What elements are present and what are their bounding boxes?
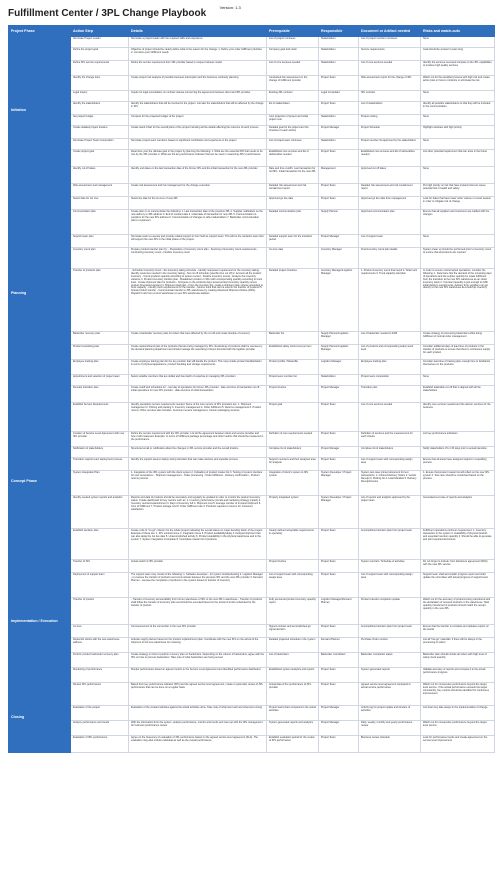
table-cell[interactable]: Activate supply planner based on the product replenishment plan. Coordinate with the new 3PL on the arrival of the shipment to the new warehouse for receiving — [129, 638, 267, 653]
table-cell[interactable]: Project Manager — [319, 386, 359, 403]
table-cell[interactable]: Complete list of stakeholders — [267, 447, 319, 458]
table-cell[interactable]: Create project goal — [71, 150, 129, 167]
table-cell[interactable]: Create Gantt Chart for the overall plans of the project including all the details affecting the outcome of each process — [129, 126, 267, 139]
table-cell[interactable]: Goal should be at least 3 years long — [421, 48, 495, 61]
table-cell[interactable]: Go Live — [71, 625, 129, 638]
table-cell[interactable]: Monitor performance based on agreed metrics in the Service Level Agreement and identified performance dashboard — [129, 668, 267, 683]
table-cell[interactable]: Backorder completion status — [359, 653, 421, 668]
table-cell[interactable]: Stakeholders — [319, 61, 359, 76]
table-row — [9, 706, 495, 721]
table-cell[interactable]: Transition support team deployment process — [71, 458, 129, 471]
table-cell[interactable]: Accomplished decision plan from project team — [359, 529, 421, 560]
table-cell[interactable]: Project timeline — [267, 560, 319, 573]
table-cell[interactable]: Legal Consultant — [319, 91, 359, 102]
table-cell[interactable]: Supply Planner/Logistics Manager — [319, 332, 359, 345]
table-cell[interactable]: Nominate project team members based on significant contribution and experience in the project — [129, 139, 267, 150]
table-cell[interactable]: Develop transition plan — [71, 386, 129, 403]
table-cell[interactable]: Daily, weekly, monthly and yearly performance review — [359, 721, 421, 736]
table-cell[interactable]: Validate accuracy of reports and compare it to the actual performance progress — [421, 668, 495, 683]
table-cell[interactable]: Ensure that all areas have assigned support in expediting process — [421, 458, 495, 471]
table-cell[interactable]: List of project nominees — [267, 37, 319, 48]
table-cell[interactable]: Actual switch of 3PL provider — [129, 560, 267, 573]
column-header[interactable]: Document or Artifact needed — [359, 26, 421, 37]
table-cell[interactable]: Do not forget to include: from disclosure agreement (NDA) with the new 3PL service — [421, 560, 495, 573]
table-cell[interactable]: Establish decision plan — [71, 529, 129, 560]
table-cell[interactable]: Analyze performance and trends — [71, 721, 129, 736]
phase-cell[interactable]: Closing — [9, 683, 71, 753]
table-cell[interactable]: Select the date for the Go Live of new 3PL — [129, 197, 267, 210]
table-cell[interactable]: List of project member nominees — [359, 37, 421, 48]
table-cell[interactable]: Detailed goal for the project and the timelines of each activity — [267, 126, 319, 139]
table-row — [9, 403, 495, 432]
table-cell[interactable]: List of reports and analytics approved by the project team — [359, 496, 421, 529]
table-row — [9, 115, 495, 126]
table-row — [9, 573, 495, 598]
table-cell[interactable]: List of backorder needed to fulfill — [359, 332, 421, 345]
table-cell[interactable]: Consider lead time of training plan enough time to familiarize themselves on the products — [421, 360, 495, 375]
table-cell[interactable]: System Developer / Project Manager — [319, 471, 359, 496]
table-cell[interactable]: The support team may consist of the following: 1. Software developer - for system troubleshooting 2. Logistics Manager - to oversee the transfer of products and communicate between the previous 3PL and the new 3PL provider 3. Demand Planner - oversee the completion of products in the system based on transfer of inventory — [129, 573, 267, 598]
table-cell[interactable]: List of core services needed — [359, 403, 421, 432]
table-cell[interactable]: Project Gantt chart compared to the actual activities — [267, 706, 319, 721]
table-cell[interactable]: Support members and their assigned area for analysis — [267, 458, 319, 471]
table-cell[interactable]: Support team shall accomplish progress report and shall update the committee with actual progress of support team — [421, 573, 495, 598]
table-cell[interactable]: Backorder recovery plan — [71, 332, 129, 345]
table-cell[interactable]: Project Team — [319, 458, 359, 471]
table-cell[interactable]: Transfer of 3PL — [71, 560, 129, 573]
table-cell[interactable]: list of stakeholders — [267, 102, 319, 115]
table-cell[interactable]: Project Team — [319, 184, 359, 197]
table-cell[interactable]: Existing 3PL contract — [267, 91, 319, 102]
table-cell[interactable]: Create project risk analysis of possible business interruption and the business continuity planning — [129, 76, 267, 91]
table-cell[interactable]: Project Team — [319, 102, 359, 115]
table-cell[interactable]: Established safety stock level per item — [267, 345, 319, 360]
table-cell[interactable]: Create replenishment plan of the products that are being managed by 3PL. Restocking of products shall be oversee by the demand planning department and should manage the restocking of items bounded with the logistics provider — [129, 345, 267, 360]
table-cell[interactable]: Date and time cutoffs: Last transaction for old 3PL; Initial transaction for the new 3PL — [267, 167, 319, 184]
table-cell[interactable]: Stakeholders — [319, 115, 359, 126]
version-label: Version: 1.3 — [219, 5, 241, 10]
table-cell[interactable]: Employee training plan — [71, 360, 129, 375]
phase-cell[interactable]: Concept Phase — [9, 403, 71, 560]
table-cell[interactable]: Established core services and list of deliverables needed — [267, 150, 319, 167]
table-cell[interactable]: Project Team — [319, 573, 359, 598]
table-cell[interactable]: List of core services needed — [359, 61, 421, 76]
table-cell[interactable]: Risk assessment report for the change of 3PL — [359, 76, 421, 91]
table-cell[interactable]: Identify all possible stakeholders so that they will be included in the communication — [421, 102, 495, 115]
table-cell[interactable]: Evaluation of the project — [71, 706, 129, 721]
table-cell[interactable]: Product restocking plan — [71, 345, 129, 360]
table-row — [9, 721, 495, 736]
table-row — [9, 598, 495, 625]
table-cell[interactable]: Communication plan — [71, 210, 129, 235]
table-cell[interactable]: Identify core services needed and the add-on services for the business — [421, 403, 495, 432]
table-row — [9, 529, 495, 560]
table-row — [9, 471, 495, 496]
table-cell[interactable]: Fully accounted product inventory quantity report — [267, 598, 319, 625]
table-cell[interactable]: System test case printed document for test transactions: 1. Inbound Delivery Notice 2. Goods Receipt 3. Picking list 4. Load Manifest 5. Delivery Receipt/Invoice — [359, 471, 421, 496]
table-cell[interactable]: Detailed risk assessment and risk containment report — [359, 184, 421, 197]
column-header[interactable]: Risks and watch-outs — [421, 26, 495, 37]
table-cell[interactable]: Approved communication plan — [359, 210, 421, 235]
table-cell[interactable]: Stakeholders — [319, 139, 359, 150]
table-cell[interactable]: Transfer of product — [71, 598, 129, 625]
table-cell[interactable]: Watch out for consecutive performance beyond the target level service. If the actual performance exceeds the target consistently, Key metrics should be identified for continuous improvement — [421, 683, 495, 706]
table-cell[interactable]: Identify needed system reports and analytics — [71, 496, 129, 529]
table-cell[interactable]: Nominate Project Team Composition — [71, 139, 129, 150]
table-cell[interactable]: Compute for the projected budget of the project — [129, 115, 267, 126]
table-cell[interactable]: Project Team — [319, 76, 359, 91]
table-row — [9, 235, 495, 248]
table-row — [9, 458, 495, 471]
table-cell[interactable]: 1. Ensure that product master list will reflect on the new 3PL system 2. Test case should be conducted based on the process — [421, 471, 495, 496]
table-cell[interactable]: Management — [319, 167, 359, 184]
table-cell[interactable]: Detailed projected schedule in the system — [267, 638, 319, 653]
table-row — [9, 386, 495, 403]
table-cell[interactable]: Project goal — [267, 403, 319, 432]
table-cell[interactable]: Project Team — [319, 403, 359, 432]
table-row — [9, 496, 495, 529]
table-cell[interactable]: Backorder coordinator — [319, 653, 359, 668]
table-cell[interactable]: Identify the stakeholders that will be involved in the project. List also the stakeholders that will be affected by the change in 3PL — [129, 102, 267, 115]
table-cell[interactable]: Identify the change risks — [71, 76, 129, 91]
table-cell[interactable]: Transition plan — [359, 386, 421, 403]
table-cell[interactable]: Create strategy on how to perform recovery plan on backorders. Depending on the volume of backorders, agree with the 3PL on how to process backorders. Take note of what backorders are being served — [129, 653, 267, 668]
table-cell[interactable]: Accomplished decision plan from project team — [359, 625, 421, 638]
table-cell[interactable]: Project Team — [319, 197, 359, 210]
table-cell[interactable]: Company goal and vision — [267, 48, 319, 61]
table-cell[interactable]: Structured email or notification about the changes in 3PL service provider and the overall timeline — [129, 447, 267, 458]
table-cell[interactable]: Detailed communication plan — [267, 210, 319, 235]
table-cell[interactable]: Objective of project should be clearly define what is the reason for the change: 1. Define your order fulfillment priorities 2. List down your fulfillment needs — [129, 48, 267, 61]
table-cell[interactable]: None — [421, 115, 495, 126]
table-cell[interactable]: Inquire for legal consultation on contract release concerning the agreement between client and 3PL provider — [129, 91, 267, 102]
table-cell[interactable]: None — [421, 167, 495, 184]
table-cell[interactable]: Approved go live date — [267, 197, 319, 210]
table-cell[interactable]: Detailed project timelines — [267, 269, 319, 332]
table-cell[interactable]: List of products and corresponding safety stock level — [359, 345, 421, 360]
table-cell[interactable]: Monitoring of performance — [71, 668, 129, 683]
table-cell[interactable]: - Transfer of inventory accountability from former warehouse of 3PL to the new 3PL's warehouse - Transfer of products shall follow the transfer of inventory plan and should be executed based on the arrival of trucks scheduled for the transfer of product — [129, 598, 267, 625]
table-cell[interactable]: Perform product backorder recovery plan — [71, 653, 129, 668]
table-cell[interactable]: Set project budget — [71, 115, 129, 126]
table-row — [9, 683, 495, 706]
table-cell[interactable]: None — [421, 375, 495, 386]
table-cell[interactable]: List of support team — [359, 235, 421, 248]
table-row — [9, 139, 495, 150]
table-row — [9, 184, 495, 197]
table-cell[interactable]: 3PL contract — [359, 91, 421, 102]
table-cell[interactable]: Agree on the frequency of evaluation of 3PL performance based on the agreed service level agreement (SLA). The evaluation may also include individual as well as the overall performance — [129, 736, 267, 753]
table-cell[interactable]: Service requirements — [359, 48, 421, 61]
table-cell[interactable]: Clearly defined acceptable requirements in operating — [267, 529, 319, 560]
table-row — [9, 167, 495, 184]
table-cell[interactable]: Approved go live date from management — [359, 197, 421, 210]
table-cell[interactable]: Inventory Manager/Logistics Manager — [319, 269, 359, 332]
table-row — [9, 375, 495, 386]
table-cell[interactable]: Highlight activities with high priority — [421, 126, 495, 139]
table-cell[interactable]: Create risk assessment and risk management for the change execution. — [129, 184, 267, 197]
table-row — [9, 61, 495, 76]
table-cell[interactable]: Create a list of "no-go" criterion for the whole project indicating the overall status on major deciding factor of the project. Example of these are: 1. 3PL contract issue 2. Integration issue 3. Product availability/delay 4. Delayed shipment that can also delay the Go live date 5. Unaccomplished activity 6. Product availability in the physical warehouse and in the system 7. System integration incomplete 8. Incomplete master list of products — [129, 529, 267, 560]
table-cell[interactable]: Logistics Manager/Demand Planner — [319, 598, 359, 625]
table-cell[interactable]: Project Team — [319, 432, 359, 447]
table-cell[interactable]: Supply Planner — [319, 210, 359, 235]
table-cell[interactable]: Backorder list — [267, 332, 319, 345]
table-cell[interactable]: Project Team — [319, 529, 359, 560]
table-cell[interactable]: Project team member list — [267, 375, 319, 386]
table-cell[interactable]: Demand Planner — [319, 638, 359, 653]
table-row — [9, 332, 495, 345]
table-row — [9, 653, 495, 668]
table-cell[interactable]: Establish attainable cut off that is aligned with all the stakeholders — [421, 386, 495, 403]
table-cell[interactable]: Define the service requirement with the 3PL provider. List all the agreement between client and service provider and how it will measured. Example: In terms of fulfillment package percentage and other metrics that should be measured in the performance — [129, 432, 267, 447]
table-row — [9, 638, 495, 653]
table-cell[interactable]: Review 3PL performance — [71, 683, 129, 706]
table-row — [9, 269, 495, 332]
table-cell[interactable]: Complete list of stakeholders — [359, 447, 421, 458]
table-cell[interactable]: Based from key performance indicator (KPI) and the agreed service level agreement, create a systematic review of 3PL performance that can be done on a regular basis — [129, 683, 267, 706]
table-row — [9, 345, 495, 360]
table-cell[interactable]: Prepare product transfer plan by: - Preparation of inventory count plan - Sourcing of inventory count requirements - Conducting inventory count - Finalize inventory count — [129, 248, 267, 269]
table-row — [9, 102, 495, 115]
table-cell[interactable]: Create strategy of processing backorders while doing fulfillment of normal order management — [421, 332, 495, 345]
table-cell[interactable]: System Developer / Project Manager — [319, 496, 359, 529]
table-cell[interactable]: 1. Product inventory count final result 2. Total truck requirements 3. Truck capacity load plan — [359, 269, 421, 332]
table-cell[interactable]: Establish Service Requirements — [71, 403, 129, 432]
column-header[interactable]: Project Phase — [9, 26, 71, 37]
table-cell[interactable]: Project Schedule — [359, 126, 421, 139]
column-header[interactable]: Prerequisite — [267, 26, 319, 37]
table-header-row — [9, 26, 495, 37]
table-cell[interactable]: System Integration Plan — [71, 471, 129, 496]
table-cell[interactable]: System clean up should be performed prior to inventory count to ensure that all products are counted — [421, 248, 495, 269]
table-cell[interactable]: In order to ensure uninterrupted operations, consider the following: 1. Determine first the demand of the remaining days of operations and the surplus quantity be made fulfillment from the transition at the new 3PL warehouse as an initial inventory stock 2. If product quantity is just enough to fulfill initial delivery requirements, delivery from suppliers can go directly to the new 3PL warehouse as a build up inventory — [421, 269, 495, 332]
table-cell[interactable]: Stakeholders — [319, 48, 359, 61]
table-cell[interactable]: Activity log for project update and timeline of activities — [359, 706, 421, 721]
table-cell[interactable]: Integration of client's system to 3PL system — [267, 471, 319, 496]
table-cell[interactable]: Signed contract and accomplished go signal decision — [267, 625, 319, 638]
table-cell[interactable]: Ensure that the transfer is complete and updates reports on the stocks — [421, 625, 495, 638]
table-row — [9, 447, 495, 458]
table-cell[interactable]: Cost projection of project and initial project cost — [267, 115, 319, 126]
sheet-header — [0, 0, 500, 25]
table-cell[interactable]: Notify stakeholders 15 or 30 days prior to actual transition — [421, 447, 495, 458]
table-cell[interactable]: Create cutoff and schedules for: - last day of operations for former 3PL provider - date and time of transaction cut off - initial operations for new 3PL provider - date and time of initial transactions — [129, 386, 267, 403]
table-cell[interactable]: Go Live date — [267, 248, 319, 269]
table-cell[interactable]: Identify operations service requirements needed. Some of the core service of 3PL providers are: 1. Shipment management 2. Picking and packing 3. Inventory management 4. Order fulfillment 5. Returns management 6. Product returns; Other services also includes: Customer service management, Custom packaging services — [129, 403, 267, 432]
table-cell[interactable]: Project Team — [319, 668, 359, 683]
phase-cell[interactable]: Initiation — [9, 37, 71, 184]
table-row — [9, 91, 495, 102]
table-cell[interactable]: Project Team — [319, 150, 359, 167]
table-cell[interactable]: Actual data of the performance of 3PL provider — [267, 683, 319, 706]
phase-cell[interactable]: Planning — [9, 184, 71, 403]
table-cell[interactable]: Stakeholders — [319, 375, 359, 386]
table-cell[interactable]: Select suitable members that are skilled and has depth of expertise in managing 3PL providers — [129, 375, 267, 386]
table-cell[interactable]: List of core services needed — [267, 61, 319, 76]
table-row — [9, 48, 495, 61]
table-cell[interactable]: - Schedule Inventory Count - Set inventory taking schedule - Identify manpower requirement for the inventory taking - Identify resources needed in the inventory taking - Set cut off schedule (specific time cut off) 2. Account all the product inventory - Count products quantity according to system record - Finalize inventory record - Analyze the inventory variance 3. Product inventory transfer plan - Breakdown product or SKU with corresponding quantity according to truck load - Create shipment plan for products - Compute on the products days-to-last product inventory quantity versus product forecasted demand 4. Shipment load plan - From the inventory list, create a shipment plan volume according to truck capacity - Identify truck requirements for the transfer - Source truck that can be used in the transfer of products 5. Actual product transfer - Communicate transfer to 3PL warehouse by creating Advanced Shipment Notice (ASN) - Dispatch truck from current warehouse to new 3PL warehouse address — [129, 269, 267, 332]
table-cell[interactable]: Definition of core requirements needed — [267, 432, 319, 447]
table-cell[interactable]: None — [421, 235, 495, 248]
table-cell[interactable]: Product profile / Masterfile — [267, 360, 319, 375]
table-cell[interactable]: Watch out for the accuracy of products being transferred and the declaration of received products in the warehouse. Total quantity transferred of products should match the receipt quantity in the new 3PL — [421, 598, 495, 625]
table-cell[interactable]: Identify the services need and compare to the 3PL capabilities to produce high quality services — [421, 61, 495, 76]
table-cell[interactable]: Create plan on to communicate the following: 1. Last transaction date of the previous 3PL 2. Supplier notification on the new delivery to 3PL address 3. End of contract date 4. Initial date of transaction for new 3PL 5. Communication to suppliers for the new 3PL address 6. Communication of changes to other stakeholders 7. Backorder communication plan to customers — [129, 210, 267, 235]
table-cell[interactable]: System contract / Schedule of activities — [359, 560, 421, 573]
table-cell[interactable]: Project Manager — [319, 235, 359, 248]
table-row — [9, 210, 495, 235]
table-cell[interactable]: Determine your the ultimate goal in the project by planning the following: 1. What are the essential KPI that needs to be met by the 3PL provider 2. What are the key performance indicator that can be used in measuring 3PL's performance — [129, 150, 267, 167]
table-cell[interactable]: Nominate a project leader with the required skills and experience — [129, 37, 267, 48]
table-cell[interactable]: Backorder plan should include all orders with high level of safety stock quantity — [421, 653, 495, 668]
table-cell[interactable]: List of backorders — [267, 653, 319, 668]
table-cell[interactable]: Identify cut off dates — [71, 167, 129, 184]
table-cell[interactable]: Evaluation of 3PL performance — [71, 736, 129, 753]
table-cell[interactable]: Reports and data of products should be accurately and regularly be updated in order to monitor the product inventory status. Create dashboard for key metrics such as: 1. Inventory performance (trends and marketing strategy impact) 2. Inventory reorder/replenishment 3. Days of inventory left 4. Shipment cost 5. Average number of in-transit shipment 6. Cost of fulfillment 7. Product storage cost 8. Order fulfillment rate 9. Products rejected or returns 10. Customer satisfaction — [129, 496, 267, 529]
table-cell[interactable]: Product transfer completion update — [359, 598, 421, 625]
table-cell[interactable]: Risk assessment and management — [71, 184, 129, 197]
table-cell[interactable]: Look for dates that have lower order volume or a lean season in order to mitigate risk of change — [421, 197, 495, 210]
table-cell[interactable]: Consider additional days of lead time of products in the transfer of products to ensure that there is continuous supply for each product — [421, 345, 495, 360]
table-cell[interactable]: Select date for Go Live — [71, 197, 129, 210]
table-cell[interactable]: List of support team with corresponding assign area — [267, 573, 319, 598]
table-cell[interactable]: Established core services and list of deliverables needed — [359, 150, 421, 167]
table-cell[interactable]: Identify the support area to deploy during transition that can make decisive and expedite process — [129, 458, 267, 471]
table-cell[interactable]: List key performance indicators — [421, 432, 495, 447]
table-cell[interactable]: Nominate team to execute and provide related support in from field as support team. This will be the transition team that will support the new 3PL in the initial phase of the project. — [129, 235, 267, 248]
table-cell[interactable]: Fulfillment operations minimum requirement: 1. Inventory transaction in the system 2. Availability of physical product and essential inventory quantity 3. Should be able to generate and print required documents — [421, 529, 495, 560]
table-cell[interactable]: Logistics Manager — [319, 360, 359, 375]
column-header[interactable]: Action Step — [71, 26, 129, 37]
table-cell[interactable]: Appointment and selection of project team — [71, 375, 129, 386]
table-cell[interactable]: Approved cut off dates — [359, 167, 421, 184]
table-cell[interactable]: None — [421, 139, 495, 150]
table-row — [9, 248, 495, 269]
table-cell[interactable]: Project Team — [319, 625, 359, 638]
table-cell[interactable]: Watch out for the identified process with high risk and create action plan on how to minimize or eliminate the risk — [421, 76, 495, 91]
table-cell[interactable]: Business review schedule — [359, 736, 421, 753]
table-cell[interactable]: Put high priority on risk that have impacts that can cause potential risk in health and safety — [421, 184, 495, 197]
table-cell[interactable]: Replenish stocks with the new warehouse address — [71, 638, 129, 653]
table-row — [9, 736, 495, 753]
table-cell[interactable]: Project Team — [319, 560, 359, 573]
table-cell[interactable]: System generated reports and analytics — [267, 721, 319, 736]
table-cell[interactable]: Define the service requirement from 3PL provider based in unique business model — [129, 61, 267, 76]
table-row — [9, 625, 495, 638]
table-cell[interactable]: Inventory Manager — [319, 248, 359, 269]
table-cell[interactable]: Purchase Order number — [359, 638, 421, 653]
table-cell[interactable]: Create detailed project timeline — [71, 126, 129, 139]
table-cell[interactable]: Definition of services and the measurement for each criteria — [359, 432, 421, 447]
table-cell[interactable]: List other potential requirement that can arise in the future — [421, 150, 495, 167]
table-cell[interactable]: Transfer of products plan — [71, 269, 129, 332]
table-cell[interactable]: Define the project goal — [71, 48, 129, 61]
table-cell[interactable]: Final inventory count plan details — [359, 248, 421, 269]
table-cell[interactable]: Commencement of the connection in the new 3PL provider — [129, 625, 267, 638]
table-cell[interactable]: Employee training plan — [359, 360, 421, 375]
table-cell[interactable]: Creation of Service Level Agreement with new 3PL provider — [71, 432, 129, 447]
table-row — [9, 126, 495, 139]
table-row — [9, 197, 495, 210]
table-row — [9, 560, 495, 573]
table-cell[interactable]: Project Manager — [319, 706, 359, 721]
table-cell[interactable]: None — [421, 37, 495, 48]
table-cell[interactable]: Watch out for consecutive performance beyond the target level service — [421, 721, 495, 736]
table-cell[interactable]: Project member list approved by the stakeholders — [359, 139, 421, 150]
table-cell[interactable]: List of support team with corresponding assign area — [359, 573, 421, 598]
table-cell[interactable]: List of stakeholders — [359, 102, 421, 115]
table-cell[interactable]: Identify end dates on the last transaction date of the former 3PL and the initial transaction for the new 3PL provider — [129, 167, 267, 184]
table-cell[interactable]: Conducted risk assessment on the change of fulfillment provider — [267, 76, 319, 91]
table-row — [9, 668, 495, 683]
table-cell[interactable]: Identify the stakeholders — [71, 102, 129, 115]
table-body — [9, 37, 495, 753]
table-cell[interactable]: Generated test case of reports and analytics — [421, 496, 495, 529]
table-cell[interactable]: Legal Inquiry — [71, 91, 129, 102]
table-cell[interactable]: Inventory count plan — [71, 248, 129, 269]
table-cell[interactable]: Nominate Project Leader — [71, 37, 129, 48]
table-cell[interactable]: Project Manager — [319, 721, 359, 736]
table-cell[interactable]: Project Team — [319, 683, 359, 706]
table-cell[interactable]: Create a backorder recovery plan for orders that were affected by the cut off and create timeline of recovery — [129, 332, 267, 345]
table-cell[interactable]: Detailed support team for the transition period — [267, 235, 319, 248]
table-row — [9, 360, 495, 375]
table-cell[interactable]: With the information from the system, analyze performance, metrics and trends and meet up with the 3PL management for business performance review — [129, 721, 267, 736]
table-cell[interactable]: Establish evaluation period for the review of 3PL performance — [267, 736, 319, 753]
table-cell[interactable]: Project Team — [319, 736, 359, 753]
table-cell[interactable]: Notification of stakeholders — [71, 447, 129, 458]
table-cell[interactable]: List of project team nominees — [267, 139, 319, 150]
table-cell[interactable]: Define 3PL service requirements — [71, 61, 129, 76]
table-cell[interactable]: Established system analytics and reports — [267, 668, 319, 683]
table-cell[interactable]: Evaluation of the created activities against the actual activities done. Take note of what went well and what went wrong — [129, 706, 267, 721]
table-cell[interactable]: Look for performance trends and create agreement on the service level improvement — [421, 736, 495, 753]
table-cell[interactable]: List all "hat-go" materials; if there will be delays in the processing of orders — [421, 638, 495, 653]
table-cell[interactable]: Ensure that all suppliers and customers are notified with the changes — [421, 210, 495, 235]
column-header[interactable]: Responsible — [319, 26, 359, 37]
table-cell[interactable]: Project team composition — [359, 375, 421, 386]
table-cell[interactable]: None — [421, 91, 495, 102]
table-cell[interactable]: Agreed service level agreement compared to actual service performance — [359, 683, 421, 706]
table-cell[interactable]: List of support team with corresponding assign area — [359, 458, 421, 471]
column-header[interactable]: Details — [129, 26, 267, 37]
table-row — [9, 76, 495, 91]
table-cell[interactable]: Detailed risk assessment and risk containment report — [267, 184, 319, 197]
table-cell[interactable]: 1. Integration of the 3PL system with the client system 2. Uploading of product master list 3. Testing of system interface for user acceptance: - Shipment management - Order processing - Order fulfillment - Delivery confirmation - Product returns process — [129, 471, 267, 496]
table-cell[interactable]: Project costing — [359, 115, 421, 126]
table-row — [9, 37, 495, 48]
table-cell[interactable]: Supply Planner/Logistics Manager — [319, 345, 359, 360]
playbook-table — [8, 25, 495, 753]
table-cell[interactable]: Properly integrated system — [267, 496, 319, 529]
table-cell[interactable]: Project timeline — [267, 386, 319, 403]
page-title: Fulfillment Center / 3PL Change Playbook — [8, 8, 207, 19]
table-row — [9, 150, 495, 167]
table-cell[interactable]: Create employee training plan for the key position that will handle the product. This may include product familiarization in terms of physical appearance, product handling and storage requirements — [129, 360, 267, 375]
table-cell[interactable]: List down key take aways in the implementation of change — [421, 706, 495, 721]
phase-cell[interactable]: Implementation / Execution — [9, 560, 71, 683]
table-cell[interactable]: System generated reports — [359, 668, 421, 683]
table-cell[interactable]: Deployment of support team — [71, 573, 129, 598]
table-cell[interactable]: Project Manager — [319, 126, 359, 139]
table-cell[interactable]: Stakeholders — [319, 37, 359, 48]
table-cell[interactable]: Project Manager — [319, 447, 359, 458]
table-row — [9, 432, 495, 447]
table-cell[interactable]: Support team plan — [71, 235, 129, 248]
